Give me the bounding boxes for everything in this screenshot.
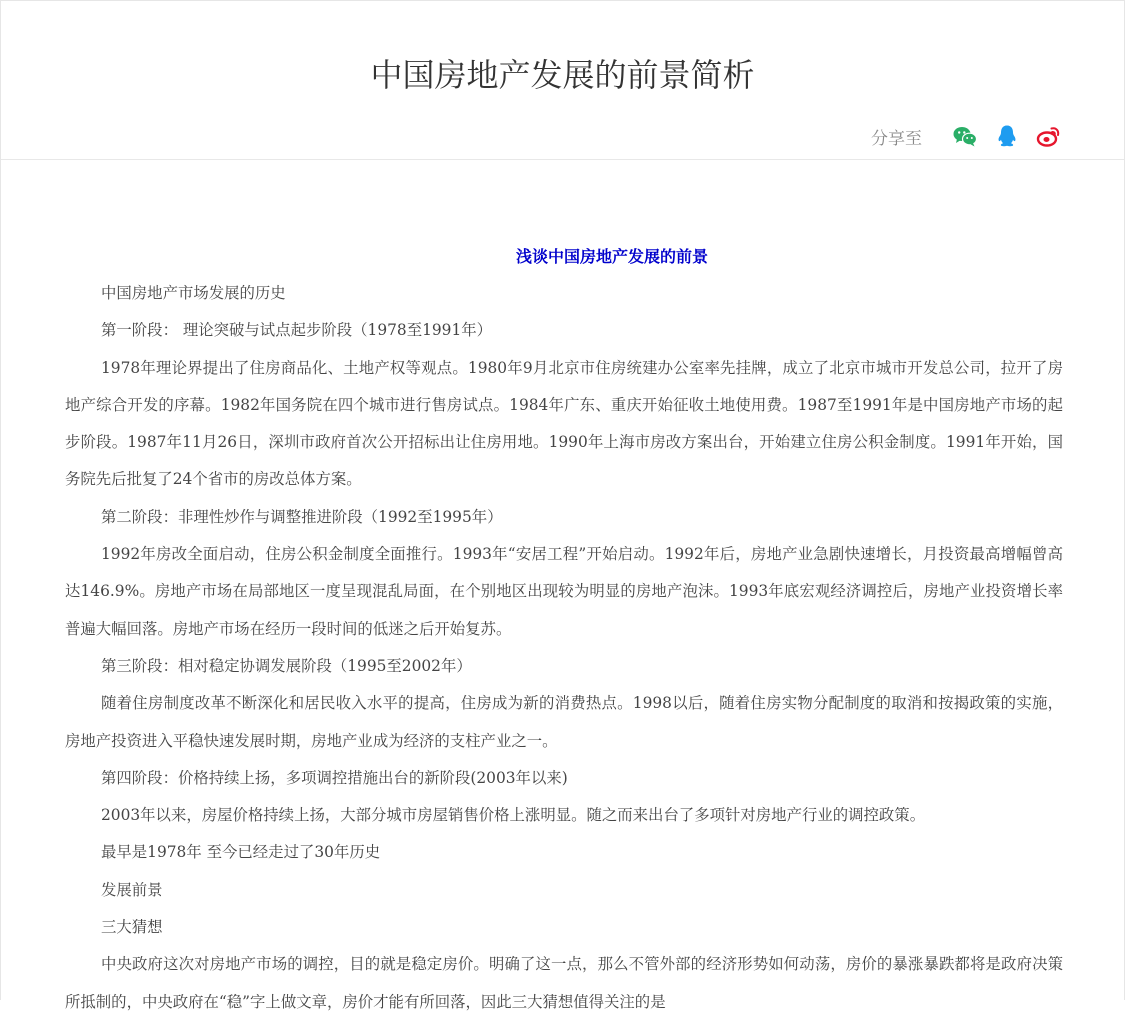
paragraph: 第二阶段：非理性炒作与调整推进阶段（1992至1995年）	[101, 507, 503, 526]
wechat-icon[interactable]	[952, 123, 978, 149]
weibo-icon[interactable]	[1036, 123, 1062, 149]
paragraph: 随着住房制度改革不断深化和居民收入水平的提高，住房成为新的消费热点。1998以后，随着住房实物分配制度的取消和按揭政策的实施，房地产投资进入平稳快速发展时期，房地产业成为经济的支柱产业之一。	[65, 694, 1063, 750]
article-header	[1, 1, 1124, 160]
article-body	[65, 238, 1063, 1021]
paragraph: 2003年以来，房屋价格持续上扬，大部分城市房屋销售价格上涨明显。随之而来出台了多项针对房地产行业的调控政策。	[101, 806, 926, 825]
paragraph: 第一阶段： 理论突破与试点起步阶段（1978至1991年）	[101, 321, 493, 340]
article-heading: 浅谈中国房地产发展的前景	[515, 247, 708, 266]
paragraph: 1992年房改全面启动，住房公积金制度全面推行。1993年“安居工程”开始启动。1992年后，房地产业急剧快速增长，月投资最高增幅曾高达146.9%。房地产市场在局部地区一度呈现混乱局面，在个别地区出现较为明显的房地产泡沫。1993年底宏观经济调控后，房地产业投资增长率普遍大幅回落。房地产市场在经历一段时间的低迷之后开始复苏。	[65, 545, 1063, 638]
paragraph: 中国房地产市场发展的历史	[101, 284, 286, 302]
paragraph: 第四阶段：价格持续上扬，多项调控措施出台的新阶段(2003年以来)	[101, 768, 568, 787]
paragraph: 1978年理论界提出了住房商品化、土地产权等观点。1980年9月北京市住房统建办公室率先挂牌，成立了北京市城市开发总公司，拉开了房地产综合开发的序幕。1982年国务院在四个城市进行售房试点。1984年广东、重庆开始征收土地使用费。1987至1991年是中国房地产市场的起步阶段。1987年11月26日，深圳市政府首次公开招标出让住房用地。1990年上海市房改方案出台，开始建立住房公积金制度。1991年开始，国务院先后批复了24个省市的房改总体方案。	[65, 358, 1063, 489]
paragraph: 中央政府这次对房地产市场的调控，目的就是稳定房价。明确了这一点，那么不管外部的经济形势如何动荡，房价的暴涨暴跌都将是政府决策所抵制的，中央政府在“稳”字上做文章，房价才能有所回落，因此三大猜想值得关注的是	[65, 955, 1063, 1011]
paragraph: 发展前景	[101, 880, 163, 899]
paragraph: 三大猜想	[101, 918, 163, 937]
page-title: 中国房地产发展的前景简析	[370, 56, 755, 94]
qq-icon[interactable]	[994, 123, 1020, 149]
share-label: 分享至	[871, 128, 922, 149]
share-bar	[871, 121, 1062, 151]
paragraph: 第三阶段：相对稳定协调发展阶段（1995至2002年）	[101, 656, 472, 675]
paragraph: 最早是1978年 至今已经走过了30年历史	[101, 843, 381, 862]
